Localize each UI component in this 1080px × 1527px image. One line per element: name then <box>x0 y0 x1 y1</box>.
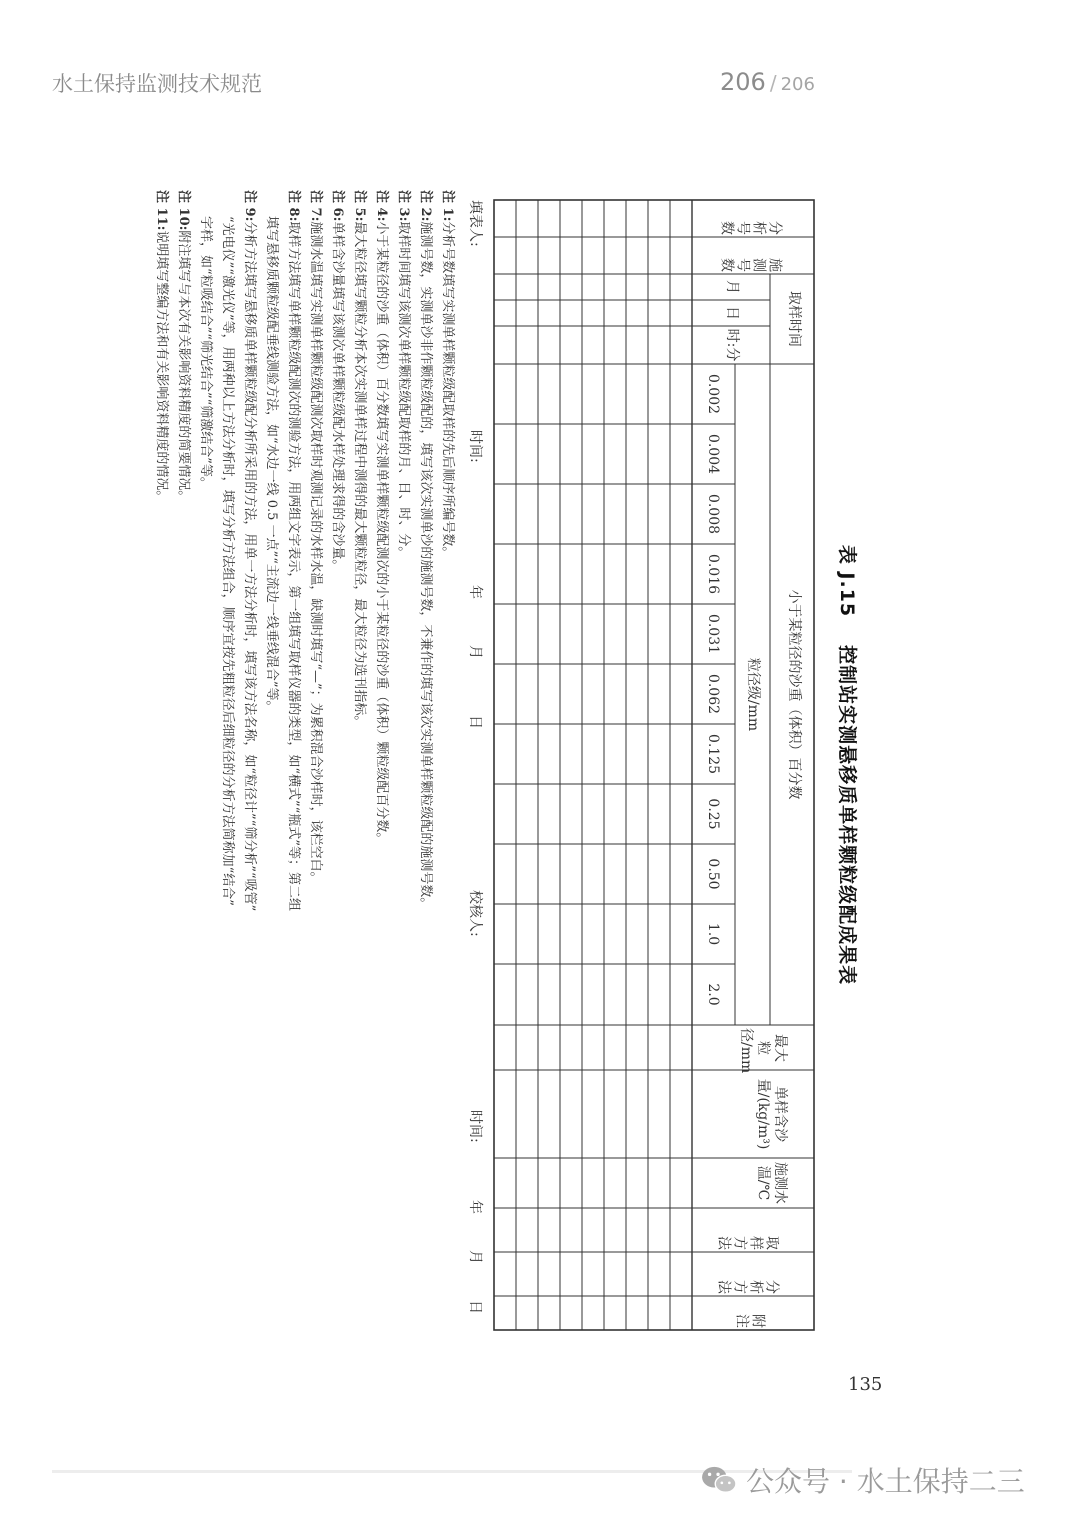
header-sampling-time: 取样时间 <box>786 291 802 347</box>
header-size-0062: 0.062 <box>705 673 721 715</box>
note-text: 取样方法填写单样颗粒级配测次的测验方法，用两组文字表示，第一组填写取样仪器的类型，如“横式”“瓶式”等；第二组 <box>286 221 301 911</box>
time-label-2: 时间: <box>467 1110 483 1143</box>
watermark <box>700 1460 1025 1500</box>
header-size-group: 粒径级/mm <box>745 657 761 732</box>
note-text: 单样含沙量填写该测次单样颗粒级配水样处理求得的含沙量。 <box>330 221 345 573</box>
note-item <box>348 190 370 1340</box>
note-text: 说明填写整编方法和有关影响资料精度的情况。 <box>154 230 169 504</box>
page-total: 206 <box>780 74 815 95</box>
note-text: 附注填写与本次有关影响资料精度的简要情况。 <box>176 230 191 504</box>
day-label-1: 日 <box>467 715 483 729</box>
header-analysis-no: 分析号数 <box>719 219 783 235</box>
note-text: 字样，如“粒吸结合”“筛光结合”“筛激结合”等。 <box>198 216 213 490</box>
note-label: 注 2: <box>418 190 433 222</box>
header-water-temp: 施测水温/℃ <box>755 1162 788 1204</box>
note-item <box>260 190 282 1340</box>
note-item <box>414 190 436 1340</box>
header-size-050: 0.50 <box>705 858 721 890</box>
note-label: 注 11: <box>154 190 169 231</box>
header-day: 日 <box>724 306 740 320</box>
header-remarks: 附注 <box>734 1312 766 1328</box>
notes-block <box>150 190 458 1340</box>
note-label: 注 8: <box>286 190 301 222</box>
note-text: 分析方法填写悬移质单样颗粒级配分析所采用的方法，用单一方法分析时，填写该方法名称，如“粒径计”“筛分析”“吸管” <box>242 221 257 912</box>
day-label-2: 日 <box>467 1300 483 1314</box>
header-size-0004: 0.004 <box>705 433 721 475</box>
note-label: 注 10: <box>176 190 191 231</box>
note-item <box>392 190 414 1340</box>
checker-label: 校核人: <box>467 890 483 937</box>
note-label: 注 3: <box>396 190 411 222</box>
note-item <box>238 190 260 1340</box>
note-item <box>436 190 458 1340</box>
document-title: 水土保持监测技术规范 <box>52 72 262 96</box>
note-text: 分析号数填写实测单样颗粒级配取样的先后顺序所编号数。 <box>440 221 455 560</box>
table-number: 表 J.15 <box>836 544 858 618</box>
note-text: 施测号数，实测单沙非作颗粒级配的，填写该次实测单沙的施测号数，不兼作的填写该次实测单样颗粒级配的施测号数。 <box>418 221 433 911</box>
note-text: 取样时间填写该测次单样颗粒级配取样的月、日、时、分。 <box>396 221 411 560</box>
note-text: 最大粒径填写颗粒分析本次实测单样过程中测得的最大颗粒粒径，最大粒径为选刊指标。 <box>352 221 367 729</box>
filler-label: 填表人: <box>467 200 483 247</box>
note-text: 填写悬移质颗粒级配垂线测验方法，如“水边一线 0.5 一点”“主流边一线垂线混合”等。 <box>264 216 279 714</box>
header-size-0008: 0.008 <box>705 493 721 535</box>
page-current: 206 <box>720 68 766 96</box>
time-label-1: 时间: <box>467 430 483 463</box>
header-concentration: 单样含沙量/(kg/m³) <box>755 1078 788 1150</box>
note-item <box>304 190 326 1340</box>
note-label: 注 1: <box>440 190 455 222</box>
header-sampling-method: 取样方法 <box>716 1234 780 1250</box>
note-label: 注 4: <box>374 190 389 222</box>
header-survey-no: 施测号数 <box>719 256 783 272</box>
scanned-rotated-page <box>154 190 860 1340</box>
table-grid <box>480 190 860 1340</box>
note-item <box>326 190 348 1340</box>
year-label-2: 年 <box>467 1200 483 1214</box>
note-item <box>150 190 172 1340</box>
header-size-0031: 0.031 <box>705 613 721 655</box>
page-indicator <box>720 68 815 96</box>
note-item <box>172 190 194 1340</box>
header-max-size: 最大粒径/mm <box>738 1028 788 1074</box>
table-title-text: 控制站实测悬移质单样颗粒级配成果表 <box>836 645 858 986</box>
month-label-2: 月 <box>467 1250 483 1264</box>
watermark-text: 公众号 · 水土保持二三 <box>746 1465 1025 1498</box>
note-text: 小于某粒径的沙重（体积）百分数填写实测单样颗粒级配测次的小于某粒径的沙重（体积）颗粒级配百分数。 <box>374 221 389 846</box>
note-label: 注 7: <box>308 190 323 222</box>
note-label: 注 6: <box>330 190 345 222</box>
printed-page-number: 135 <box>848 1374 883 1395</box>
header-month: 月 <box>724 280 740 294</box>
note-text: 施测水温填写实测单样颗粒级配测次取样时观测记录的水样水温，缺测时填写“—”；为累积混合沙样时，该栏空白。 <box>308 221 323 885</box>
page-separator: / <box>769 71 777 95</box>
header-size-0002: 0.002 <box>705 373 721 415</box>
header-size-0016: 0.016 <box>705 553 721 595</box>
header-size-0125: 0.125 <box>705 733 721 775</box>
note-item <box>194 190 216 1340</box>
header-size-10: 1.0 <box>705 922 721 946</box>
header-analysis-method: 分析方法 <box>716 1278 780 1294</box>
note-item <box>216 190 238 1340</box>
note-label: 注 9: <box>242 190 257 222</box>
month-label-1: 月 <box>467 645 483 659</box>
header-percent-group: 小于某粒径的沙重（体积）百分数 <box>786 589 802 800</box>
wechat-icon <box>700 1464 738 1496</box>
header-size-20: 2.0 <box>705 983 721 1006</box>
note-item <box>282 190 304 1340</box>
header-hour-minute: 时:分 <box>724 328 740 362</box>
note-text: “光电仪”“激光仪”等，用两种以上方法分析时，填写分析方法组合，顺序宜按先粗粒径后细粒径的分析方法简称加“结合” <box>220 216 235 906</box>
note-label: 注 5: <box>352 190 367 222</box>
note-item <box>370 190 392 1340</box>
header-size-025: 0.25 <box>705 798 721 830</box>
year-label-1: 年 <box>467 585 483 599</box>
